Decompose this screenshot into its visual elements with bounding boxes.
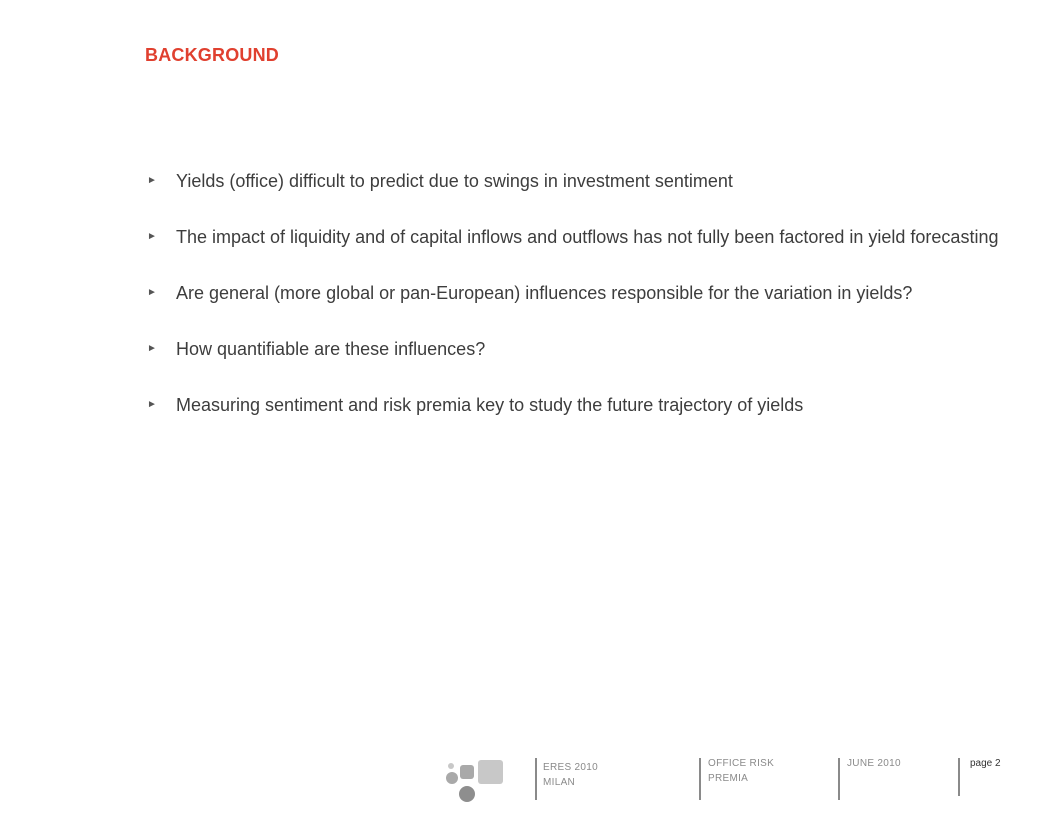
bullet-arrow-icon: ► <box>147 399 157 410</box>
footer-event-line1: ERES 2010 <box>543 762 598 773</box>
page-number: page 2 <box>970 758 1001 769</box>
dots-logo-icon <box>440 756 510 806</box>
bullet-text: Measuring sentiment and risk premia key to study the future trajectory of yields <box>176 395 804 415</box>
bullet-item <box>147 226 1007 248</box>
bullet-list <box>147 170 1007 416</box>
bullet-text: The impact of liquidity and of capital inflows and outflows has not fully been factored in yield forecasting <box>176 227 999 247</box>
bullet-arrow-icon: ► <box>147 287 157 298</box>
bullet-text: Yields (office) difficult to predict due to swings in investment sentiment <box>176 171 733 191</box>
bullet-item <box>147 394 1007 416</box>
bullet-item <box>147 338 1007 360</box>
footer-divider <box>535 758 537 800</box>
footer-divider <box>958 758 960 796</box>
bullet-text: How quantifiable are these influences? <box>176 339 486 359</box>
bullet-item <box>147 170 1007 192</box>
bullet-arrow-icon: ► <box>147 343 157 354</box>
footer-divider <box>838 758 840 800</box>
bullet-text: Are general (more global or pan-European) influences responsible for the variation in yields? <box>176 283 913 303</box>
footer-topic-line2: PREMIA <box>708 773 749 784</box>
footer-date: JUNE 2010 <box>847 758 901 769</box>
footer-event <box>543 760 598 790</box>
footer-divider <box>699 758 701 800</box>
slide-footer <box>0 752 1056 812</box>
footer-topic <box>708 756 774 786</box>
slide-title: BACKGROUND <box>145 45 279 65</box>
bullet-arrow-icon: ► <box>147 175 157 186</box>
footer-topic-line1: OFFICE RISK <box>708 758 775 769</box>
bullet-arrow-icon: ► <box>147 231 157 242</box>
bullet-item <box>147 282 1007 304</box>
footer-event-line2: MILAN <box>543 777 576 788</box>
